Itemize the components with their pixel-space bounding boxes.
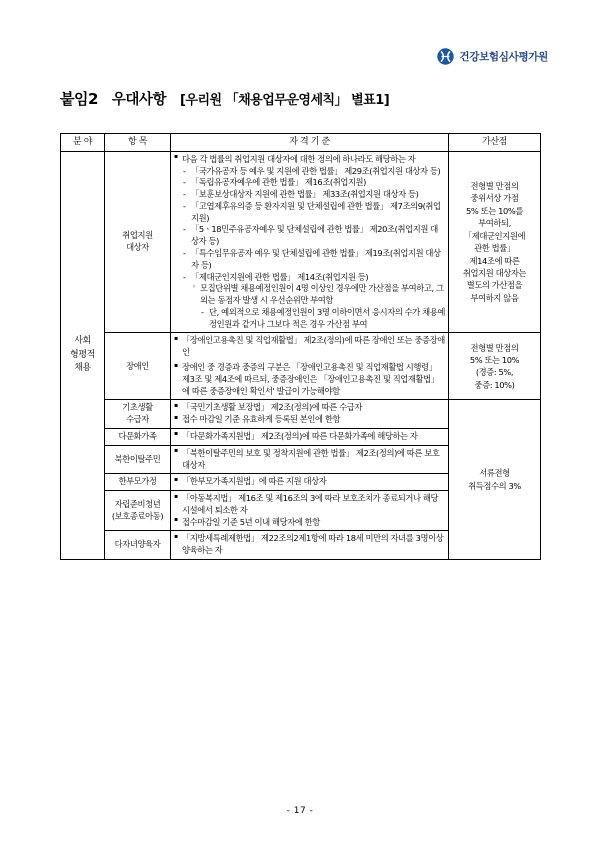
criteria-cell-employment-support (171, 151, 449, 333)
criteria-item: ▪ 「국민기초생활 보장법」 제2조(정의)에 따른 수급자 (174, 402, 445, 414)
col-criteria: 자 격 기 준 (171, 134, 449, 152)
item-cell-basic-living: 기초생활 수급자 (105, 400, 171, 429)
criteria-item: ▪ 「한부모가족지원법」에 따른 지원 대상자 (174, 476, 445, 488)
criteria-item: ▪ 「다문화가족지원법」 제2조(정의)에 따른 다문화가족에 해당하는 자 (174, 431, 445, 443)
bonus-cell-document-screening: 서류전형 취득점수의 3% (449, 400, 541, 560)
criteria-item: ▪ 「장애인고용촉진 및 직업재활법」 제2조(정의)에 따른 장애인 또는 중증장애인 (174, 335, 445, 359)
item-cell-multicultural: 다문화가족 (105, 428, 171, 445)
criteria-item: ▪ 장애인 중 경증과 중증의 구분은 「장애인고용촉진 및 직업재활법 시행령」 제3조 및 제4조에 따르되, 중증장애인은 「장애인고용촉진 및 직업재활법」에 따른 중증장애인 확인서' 발급이 가능해야함 (174, 362, 445, 397)
col-field: 분 야 (61, 134, 105, 152)
item-cell-single-parent: 한부모가정 (105, 474, 171, 491)
bonus-cell-employment-support: 전형별 만점의 중위서상 가점 5% 또는 10%를 부여하되, 「제대군인지원에 관한 법률」 제14조에 따른 취업지원 대상자는 별도의 가산점을 부여하지 않음 (449, 151, 541, 333)
page-title (60, 88, 548, 109)
item-cell-multichild: 다자녀양육자 (105, 531, 171, 560)
hira-logo-icon (437, 48, 454, 65)
criteria-item: ▪ 접수마감일 기준 5년 이내 해당자에 한함 (174, 517, 445, 529)
criteria-item: - 「독립유공자예우에 관한 법률」 제16조(취업지원) (182, 177, 445, 189)
item-cell-self-reliance-youth: 자립준비청년 (보호종료아동) (105, 491, 171, 531)
criteria-item: ▪ 「북한이탈주민의 보호 및 정착지원에 관한 법률」 제2조(정의)에 따른 보호대상자 (174, 448, 445, 472)
title-main-text: 우대사항 (111, 92, 166, 108)
criteria-cell-single-parent (171, 474, 449, 491)
table-row (61, 333, 541, 400)
page-number: - 17 - (286, 806, 314, 816)
criteria-item: ◦ 모집단위별 채용예정인원이 4명 이상인 경우에만 가산점을 부여하고, 그 외는 동점자 발생 시 우선순위만 부여함 (191, 283, 445, 307)
table-row (61, 151, 541, 333)
criteria-item: - 「특수임무유공자 예우 및 단체설립에 관한 법률」 제19조(취업지원 대상자 등) (182, 248, 445, 272)
criteria-item: - 「제대군인지원에 관한 법률」 제14조(취업지원 등) (182, 272, 445, 284)
bonus-cell-disabled: 전형별 만점의 5% 또는 10% (경증: 5%, 중증: 10%) (449, 333, 541, 400)
criteria-item: - 「국가유공자 등 예우 및 지원에 관한 법률」 제29조(취업지원 대상자 등) (182, 166, 445, 178)
attachment-tag: 붙임2 (60, 90, 98, 108)
criteria-item: ▪ 「지방세특례제한법」 제22조의2제1항에 따라 18세 미만의 자녀를 3명이상 양육하는 자 (174, 533, 445, 557)
preferential-treatment-table (60, 133, 541, 560)
criteria-cell-multichild (171, 531, 449, 560)
item-cell-disabled: 장애인 (105, 333, 171, 400)
table-header-row (61, 134, 541, 152)
criteria-cell-north-korean-defector (171, 445, 449, 474)
criteria-cell-multicultural (171, 428, 449, 445)
criteria-item: - 「보훈보상대상자 지원에 관한 법률」 제33조(취업지원 대상자 등) (182, 189, 445, 201)
col-bonus: 가산점 (449, 134, 541, 152)
col-item: 항 목 (105, 134, 171, 152)
criteria-item: ▪ 접수 마감일 기준 유효하게 등록된 본인에 한함 (174, 414, 445, 426)
criteria-item: - 「5ㆍ18민주유공자예우 및 단체설립에 관한 법률」 제20조(취업지원 대상자 등) (182, 224, 445, 248)
criteria-cell-self-reliance-youth (171, 491, 449, 531)
organization-logo (437, 48, 548, 65)
category-cell: 사회 형평적 채용 (61, 151, 105, 559)
criteria-cell-disabled (171, 333, 449, 400)
criteria-item: ▪ 다음 각 법률의 취업지원 대상자에 대한 정의에 하나라도 해당하는 자 (174, 154, 445, 166)
criteria-cell-basic-living (171, 400, 449, 429)
table-row (61, 400, 541, 429)
item-cell-north-korean-defector: 북한이탈주민 (105, 445, 171, 474)
criteria-item: - 단, 예외적으로 채용예정인원이 3명 이하이면서 응시자의 수가 채용예정인원과 같거나 그보다 적은 경우 가산점 부여 (200, 307, 445, 331)
organization-name: 건강보험심사평가원 (459, 51, 548, 63)
criteria-item: - 「고엽제후유의증 등 환자지원 및 단체설립에 관한 법률」 제7조의9(취업지원) (182, 201, 445, 225)
title-sub-text: [우리원 「채용업무운영세칙」 별표1] (179, 93, 390, 108)
item-cell-employment-support: 취업지원 대상자 (105, 151, 171, 333)
criteria-item: ▪ 「아동복지법」 제16조 및 제16조의 3에 따라 보호조치가 종료되거나 해당 시설에서 퇴소한 자 (174, 493, 445, 517)
